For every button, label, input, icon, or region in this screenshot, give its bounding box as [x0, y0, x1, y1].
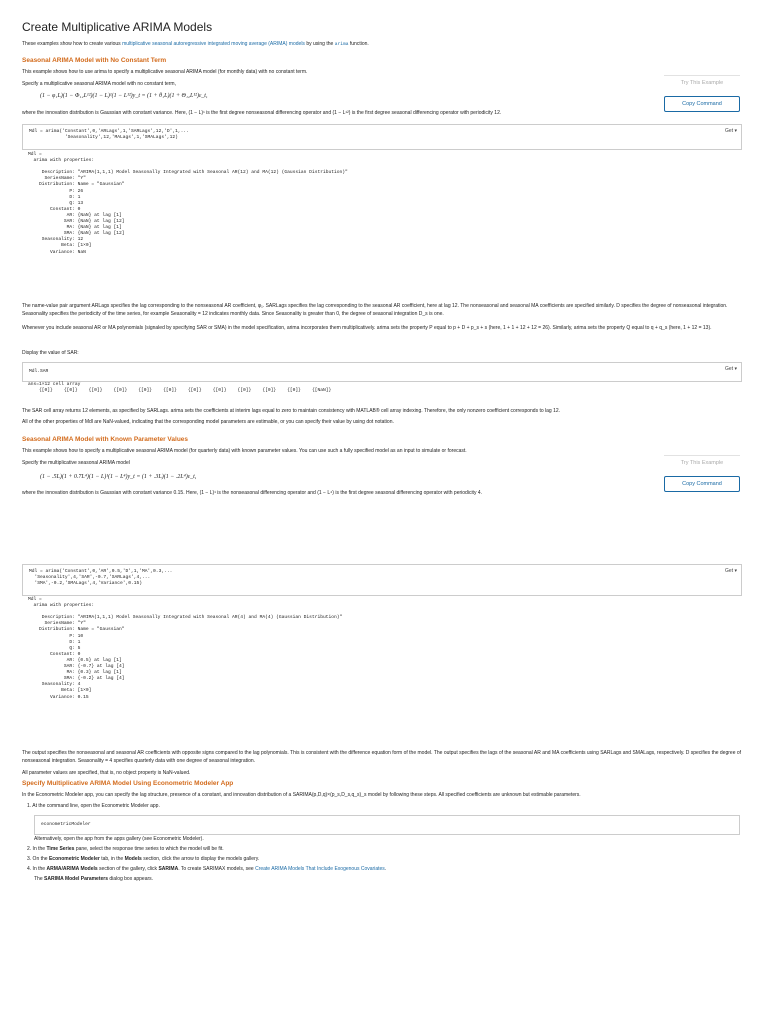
- intro-text: These examples show how to create various: [22, 41, 123, 47]
- step-1: 1. At the command line, open the Econometric Modeler app.: [27, 803, 160, 809]
- step-3-post: section, click the arrow to display the models gallery.: [141, 856, 260, 862]
- sec1-p4: The name-value pair argument ARLags specifies the lag corresponding to the nonseasonal AR coefficient, φ₁. SARLags specifies the lag corresponding to the seasonal AR coefficient, here at lag 12. The nonseasonal and seasonal MA coefficients are specified similarly. D specifies the degree of nonseasonal integration. Seasonality specifies the periodicity of the time series, for example Seasonality = 12 indicates monthly data. Since Seasonality is greater than 0, the degree of seasonal integration D_s is one.: [22, 303, 728, 317]
- step-4b-pre: The: [34, 876, 45, 882]
- try-example-button-2[interactable]: Try This Example: [664, 455, 740, 470]
- code-text-3[interactable]: Mdl = arima('Constant',0,'AR',0.5,'D',1,'MA',0.3,... 'Seasonality',4,'SAR',-0.7,'SARLags',4,... 'SMA',-0.2,'SMALags',4,'Variance',0.15): [29, 569, 173, 586]
- intro-code[interactable]: arima: [334, 42, 349, 47]
- step-2-pre: 2. In the: [27, 846, 47, 852]
- step-2: [27, 846, 224, 854]
- copy-command-button-2[interactable]: Copy Command: [664, 476, 740, 492]
- section-heading-2: Seasonal ARIMA Model with Known Parameter Values: [22, 436, 189, 443]
- intro-text-mid: by using the: [304, 41, 335, 47]
- get-button-1[interactable]: Get ▾: [725, 128, 737, 134]
- sec2-p4: The output specifies the nonseasonal and seasonal AR coefficients with opposite signs compared to the lag polynomials. This is consistent with the difference equation form of the model. The output specifies the lags of the seasonal AR and MA coefficients using SARLags and SMALags, respectively. D specifies the degree of nonseasonal integration. Seasonality = 4 specifies quarterly data with one degree of seasonal integration.: [22, 750, 742, 764]
- page-title: Create Multiplicative ARIMA Models: [22, 20, 213, 34]
- intro-text-post: function.: [348, 41, 369, 47]
- sec3-p1: In the Econometric Modeler app, you can specify the lag structure, presence of a constant, and innovation distribution of a SARIMA(p,D,q)×(p_s,D_s,q_s)_s model by following these steps. All specified coefficients are unknown but estimable parameters.: [22, 792, 581, 798]
- try-example-button-1[interactable]: Try This Example: [664, 75, 740, 90]
- sec1-p3: where the innovation distribution is Gaussian with constant variance. Here, (1 − L)¹ is the first degree nonseasonal differencing operator and (1 − L¹²) is the first degree seasonal differencing operator with periodicity 12.: [22, 110, 502, 116]
- step-4-link[interactable]: Create ARIMA Models That Include Exogenous Covariates: [255, 866, 385, 872]
- step-2-post: pane, select the response time series to which the model will be fit.: [74, 846, 224, 852]
- sec2-p2: Specify the multiplicative seasonal ARIMA model: [22, 460, 130, 466]
- sec1-p7: The SAR cell array returns 12 elements, as specified by SARLags. arima sets the coefficients at interim lags equal to zero to maintain consistency with MATLAB® cell array indexing. Therefore, the only nonzero coefficient corresponds to lag 12.: [22, 408, 561, 414]
- step-2-bold: Time Series: [46, 846, 75, 852]
- step-4-post: .: [384, 866, 387, 872]
- sec1-p2: Specify a multiplicative seasonal ARIMA model with no constant term,: [22, 81, 176, 87]
- step-4-bold2: SARIMA: [158, 866, 179, 872]
- step-3-mid: tab, in the: [99, 856, 125, 862]
- step-3-bold1: Econometric Modeler: [48, 856, 100, 862]
- step-3: [27, 856, 259, 864]
- sec1-p8: All of the other properties of Mdl are NaN-valued, indicating that the corresponding model parameters are estimable, or you can specify their value by using dot notation.: [22, 419, 394, 425]
- sec2-p3: where the innovation distribution is Gaussian with constant variance 0.15. Here, (1 − L)¹ is the nonseasonal differencing operator and (1 − L⁴) is the first degree seasonal differencing operator with periodicity 4.: [22, 490, 483, 496]
- output-block-3: Mdl = arima with properties: Description: "ARIMA(1,1,1) Model Seasonally Integrated with Seasonal AR(4) and MA(4) (Gaussian Distribution)" SeriesName: "Y" Distribution: Name = "Gaussian" P: 10 D: 1 Q: 5 Constant: 0 AR: {0.5} at lag [1] SAR: {-0.7} at lag [4] MA: {0.3} at lag [1] SMA: {-0.2} at lag [4] Seasonality: 4 Beta: [1×0] Variance: 0.15: [28, 597, 343, 700]
- get-button-3[interactable]: Get ▾: [725, 568, 737, 574]
- sec1-equation: (1 − φ₁L)(1 − Φ₁₂L¹²)(1 − L)¹(1 − L¹²)y_t = (1 + θ₁L)(1 + Θ₁₂L¹²)ε_t,: [40, 93, 208, 99]
- step-3-pre: 3. On the: [27, 856, 49, 862]
- output-block-2: ans=1×12 cell array {[0]} {[0]} {[0]} {[0]} {[0]} {[0]} {[0]} {[0]} {[0]} {[0]} {[0]} {[NaN]}: [28, 382, 332, 394]
- get-button-2[interactable]: Get ▾: [725, 366, 737, 372]
- step-4-pre: 4. In the: [27, 866, 47, 872]
- sec2-p1: This example shows how to specify a multiplicative seasonal ARIMA model (for quarterly data) with known parameter values. You can use such a fully specified model as an input to simulate or forecast.: [22, 448, 467, 454]
- sec1-p1: This example shows how to use arima to specify a multiplicative seasonal ARIMA model (for monthly data) with no constant term.: [22, 69, 308, 75]
- step-4b: [34, 876, 153, 884]
- sec2-p5: All parameter values are specified, that is, no object property is NaN-valued.: [22, 770, 191, 776]
- step-4-mid2: . To create SARIMAX models, see: [178, 866, 256, 872]
- intro-paragraph: [22, 41, 742, 49]
- code-block-4[interactable]: [34, 815, 740, 835]
- code-text-4[interactable]: econometricModeler: [41, 822, 91, 827]
- code-block-2[interactable]: [22, 362, 742, 382]
- code-block-3[interactable]: [22, 564, 742, 596]
- output-block-1: Mdl = arima with properties: Description: "ARIMA(1,1,1) Model Seasonally Integrated with Seasonal AR(12) and MA(12) (Gaussian Distribution)" SeriesName: "Y" Distribution: Name = "Gaussian" P: 26 D: 1 Q: 13 Constant: 0 AR: {NaN} at lag [1] SAR: {NaN} at lag [12] MA: {NaN} at lag [1] SMA: {NaN} at lag [12] Seasonality: 12 Beta: [1×0] Variance: NaN: [28, 152, 348, 255]
- code-block-1[interactable]: [22, 124, 742, 150]
- step-1b: Alternatively, open the app from the apps gallery (see Econometric Modeler).: [34, 836, 204, 842]
- sec2-equation: (1 − .5L)(1 + 0.7L⁴)(1 − L)¹(1 − L⁴)y_t = (1 + .3L)(1 − .2L⁴)ε_t,: [40, 474, 197, 480]
- step-4-mid: section of the gallery, click: [97, 866, 159, 872]
- step-4b-bold: SARIMA Model Parameters: [44, 876, 109, 882]
- section-heading-3: Specify Multiplicative ARIMA Model Using Econometric Modeler App: [22, 780, 234, 787]
- code-text-1[interactable]: Mdl = arima('Constant',0,'ARLags',1,'SARLags',12,'D',1,... 'Seasonality',12,'MALags',1,'SMALags',12): [29, 129, 189, 140]
- step-4-bold1: ARMA/ARIMA Models: [46, 866, 98, 872]
- code-text-2[interactable]: Mdl.SAR: [29, 369, 49, 374]
- sec1-p5: Whenever you include seasonal AR or MA polynomials (signaled by specifying SAR or SMA) in the model specification, arima incorporates them multiplicatively. arima sets the property P equal to p + D + p_s + s (here, 1 + 1 + 12 + 12 = 26). Similarly, arima sets the property Q equal to q + q_s (here, 1 + 12 = 13).: [22, 325, 712, 331]
- sec1-p6: Display the value of SAR:: [22, 350, 79, 356]
- step-4b-post: dialog box appears.: [108, 876, 154, 882]
- intro-link[interactable]: multiplicative seasonal autoregressive integrated moving average (ARIMA) models: [122, 41, 305, 47]
- copy-command-button-1[interactable]: Copy Command: [664, 96, 740, 112]
- step-3-bold2: Models: [124, 856, 142, 862]
- step-4: [27, 866, 386, 874]
- section-heading-1: Seasonal ARIMA Model with No Constant Term: [22, 57, 167, 64]
